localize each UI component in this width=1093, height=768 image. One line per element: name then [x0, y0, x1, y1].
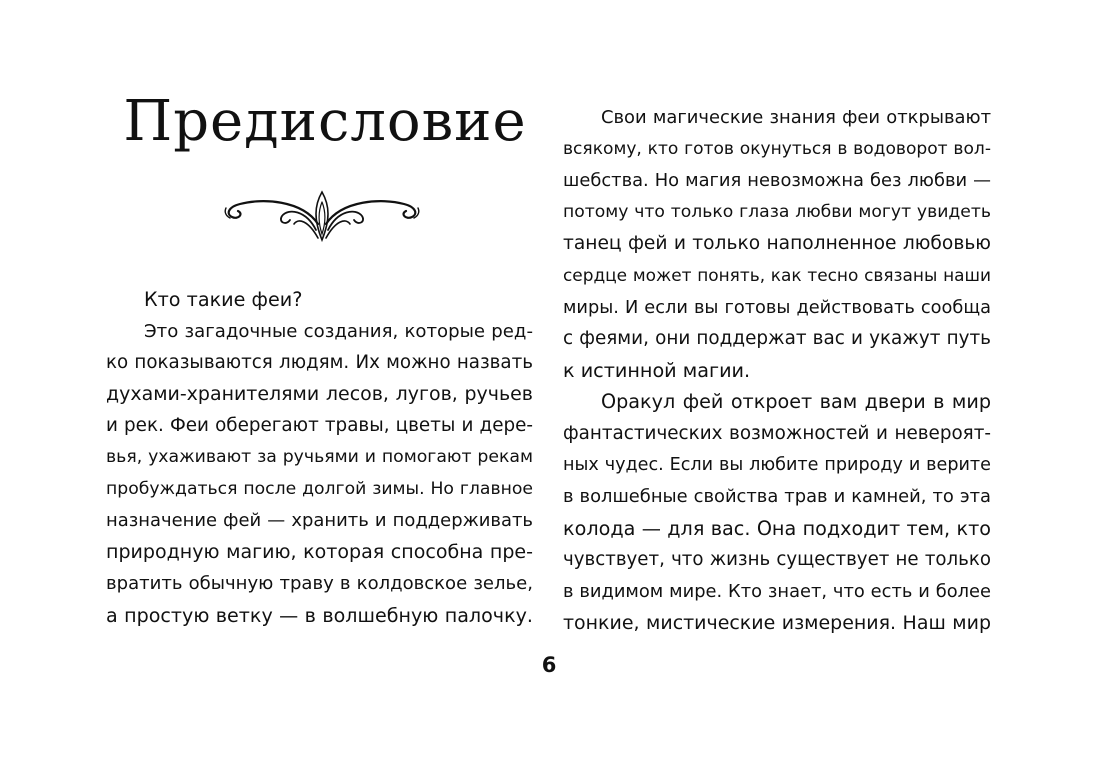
paragraph-line: фантастических возможностей и невероят- — [563, 422, 991, 444]
paragraph-line: а простую ветку — в волшебную палочку. — [106, 603, 533, 627]
paragraph-line: миры. И если вы готовы действовать сообща — [563, 296, 991, 318]
paragraph-line: духами-хранителями лесов, лугов, ручьев — [106, 382, 533, 405]
left-text-column — [106, 284, 533, 632]
paragraph-line: тонкие, мистические измерения. Наш мир — [563, 611, 991, 634]
flourish-ornament-icon — [222, 180, 422, 244]
paragraph-line: в волшебные свойства трав и камней, то эта — [563, 486, 991, 508]
paragraph-line: танец фей и только наполненное любовью — [563, 233, 991, 255]
paragraph-line: сердце может понять, как тесно связаны наши — [563, 264, 991, 285]
paragraph-line: чувствует, что жизнь существует не только — [563, 549, 991, 571]
paragraph-line: к истинной магии. — [563, 358, 751, 382]
page-number: 6 — [541, 653, 557, 677]
paragraph-line: ко показываются людям. Их можно назвать — [106, 352, 533, 374]
paragraph-line: шебства. Но магия невозможна без любви — — [563, 170, 991, 192]
paragraph-line: в видимом мире. Кто знает, что есть и более — [563, 580, 991, 602]
paragraph-line: потому что только глаза любви могут увидеть — [563, 201, 991, 222]
paragraph-line: вратить обычную траву в колдовское зелье, — [106, 573, 533, 595]
paragraph-line: и рек. Феи оберегают травы, цветы и дере- — [106, 415, 533, 437]
paragraph-line: назначение фей — хранить и поддерживать — [106, 510, 533, 532]
page-title: Предисловие — [123, 89, 527, 154]
paragraph-line: Это загадочные создания, которые ред- — [144, 320, 533, 342]
paragraph-line: природную магию, которая способна пре- — [106, 540, 533, 563]
right-text-column — [563, 102, 991, 639]
paragraph-line: Кто такие феи? — [144, 288, 303, 311]
paragraph-line: колода — для вас. Она подходит тем, кто — [563, 516, 991, 540]
paragraph-line: Оракул фей откроет вам двери в мир — [601, 390, 991, 414]
paragraph-line: ных чудес. Если вы любите природу и верите — [563, 454, 991, 475]
paragraph-line: Свои магические знания феи открывают — [601, 107, 991, 128]
paragraph-line: вья, ухаживают за ручьями и помогают рекам — [106, 446, 533, 467]
paragraph-line: с феями, они поддержат вас и укажут путь — [563, 328, 991, 350]
paragraph-line: пробуждаться после долгой зимы. Но главное — [106, 478, 533, 499]
paragraph-line: всякому, кто готов окунуться в водоворот вол- — [563, 138, 991, 159]
